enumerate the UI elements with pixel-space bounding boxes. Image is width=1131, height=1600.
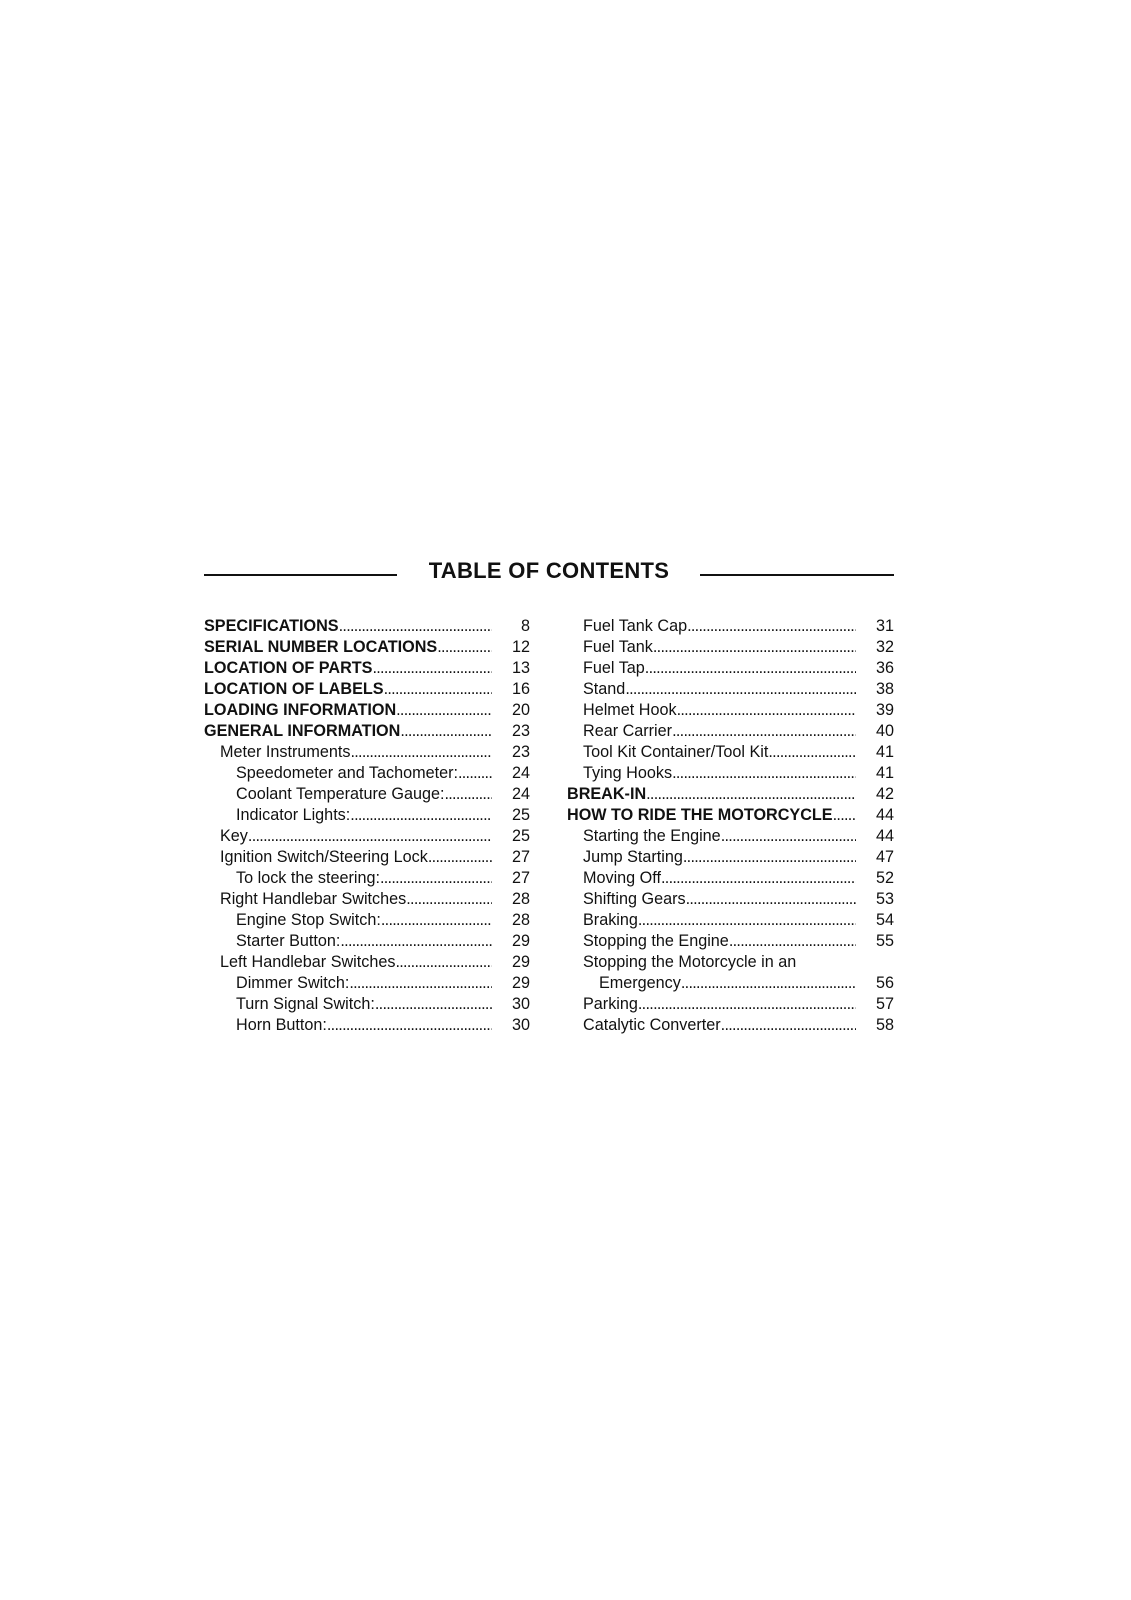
toc-header bbox=[204, 558, 894, 598]
dot-leader bbox=[681, 973, 856, 994]
toc-entry[interactable] bbox=[567, 1015, 894, 1036]
toc-entry-label: Starting the Engine bbox=[583, 827, 721, 845]
dot-leader bbox=[395, 952, 492, 973]
toc-entry-page: 28 bbox=[511, 911, 530, 929]
dot-leader bbox=[406, 889, 492, 910]
toc-entry-page: 44 bbox=[875, 806, 894, 824]
toc-entry-label: Tool Kit Container/Tool Kit bbox=[583, 743, 769, 761]
dot-leader bbox=[661, 868, 856, 889]
dot-leader bbox=[645, 658, 856, 679]
dot-leader bbox=[677, 700, 856, 721]
title-rule-right bbox=[700, 574, 894, 576]
dot-leader bbox=[833, 805, 856, 826]
toc-entry-page: 16 bbox=[511, 680, 530, 698]
toc-entry-label: LOCATION OF LABELS bbox=[204, 680, 384, 698]
dot-leader bbox=[375, 994, 492, 1015]
dot-leader bbox=[638, 910, 856, 931]
toc-entry-page: 54 bbox=[875, 911, 894, 929]
dot-leader bbox=[646, 784, 856, 805]
toc-entry[interactable] bbox=[567, 931, 894, 952]
dot-leader bbox=[458, 763, 492, 784]
dot-leader bbox=[729, 931, 856, 952]
toc-entry-label: HOW TO RIDE THE MOTORCYCLE bbox=[567, 806, 833, 824]
dot-leader bbox=[653, 637, 856, 658]
toc-entry-page: 55 bbox=[875, 932, 894, 950]
dot-leader bbox=[672, 763, 856, 784]
toc-entry-page: 23 bbox=[511, 743, 530, 761]
dot-leader bbox=[768, 742, 856, 763]
toc-entry-label: Stopping the Engine bbox=[583, 932, 729, 950]
toc-entry[interactable] bbox=[204, 868, 530, 889]
dot-leader bbox=[687, 616, 856, 637]
toc-entry[interactable] bbox=[567, 952, 894, 973]
dot-leader bbox=[672, 721, 856, 742]
dot-leader bbox=[349, 973, 492, 994]
dot-leader bbox=[350, 805, 492, 826]
dot-leader bbox=[380, 868, 492, 889]
toc-entry-page: 29 bbox=[511, 974, 530, 992]
toc-entry-label: SERIAL NUMBER LOCATIONS bbox=[204, 638, 438, 656]
toc-entry-page: 24 bbox=[511, 785, 530, 803]
toc-entry[interactable] bbox=[204, 826, 530, 847]
toc-entry-label: Shifting Gears bbox=[583, 890, 686, 908]
toc-entry-page: 44 bbox=[875, 827, 894, 845]
toc-entry[interactable] bbox=[204, 700, 530, 721]
toc-entry-page: 29 bbox=[511, 953, 530, 971]
toc-entry-label: Indicator Lights: bbox=[236, 806, 351, 824]
dot-leader bbox=[381, 910, 492, 931]
dot-leader bbox=[339, 616, 492, 637]
toc-entry[interactable] bbox=[204, 658, 530, 679]
toc-entry-label: Fuel Tank bbox=[583, 638, 653, 656]
toc-entry-page: 40 bbox=[875, 722, 894, 740]
toc-entry-label: Ignition Switch/Steering Lock bbox=[220, 848, 428, 866]
dot-leader bbox=[248, 826, 492, 847]
toc-entry[interactable] bbox=[567, 805, 894, 826]
toc-entry[interactable] bbox=[204, 889, 530, 910]
toc-entry-label: Right Handlebar Switches bbox=[220, 890, 407, 908]
toc-entry-page: 32 bbox=[875, 638, 894, 656]
toc-entry[interactable] bbox=[567, 994, 894, 1015]
toc-entry-page: 13 bbox=[511, 659, 530, 677]
toc-entry-page: 25 bbox=[511, 827, 530, 845]
toc-entry[interactable] bbox=[567, 658, 894, 679]
toc-entry-page: 12 bbox=[511, 638, 530, 656]
toc-entry-page: 30 bbox=[511, 995, 530, 1013]
toc-entry-page: 52 bbox=[875, 869, 894, 887]
dot-leader bbox=[400, 721, 492, 742]
dot-leader bbox=[396, 700, 492, 721]
toc-entry[interactable] bbox=[567, 784, 894, 805]
toc-entry-page: 47 bbox=[875, 848, 894, 866]
toc-entry[interactable] bbox=[567, 616, 894, 637]
toc-entry[interactable] bbox=[567, 742, 894, 763]
toc-entry-page: 28 bbox=[511, 890, 530, 908]
toc-entry-label: Horn Button: bbox=[236, 1016, 327, 1034]
toc-entry-page: 36 bbox=[875, 659, 894, 677]
toc-entry-label: BREAK-IN bbox=[567, 785, 647, 803]
toc-entry-label: Fuel Tap bbox=[583, 659, 645, 677]
toc-entry-label: Emergency bbox=[599, 974, 681, 992]
toc-entry-label: Moving Off bbox=[583, 869, 661, 887]
dot-leader bbox=[350, 742, 492, 763]
toc-entry-label: Stand bbox=[583, 680, 626, 698]
toc-entry-label: LOADING INFORMATION bbox=[204, 701, 397, 719]
dot-leader bbox=[327, 1015, 492, 1036]
toc-entry[interactable] bbox=[204, 931, 530, 952]
toc-entry[interactable] bbox=[204, 784, 530, 805]
dot-leader bbox=[721, 826, 856, 847]
dot-leader bbox=[683, 847, 856, 868]
toc-entry[interactable] bbox=[204, 910, 530, 931]
toc-entry[interactable] bbox=[567, 763, 894, 784]
page-title: TABLE OF CONTENTS bbox=[428, 558, 670, 583]
toc-entry[interactable] bbox=[204, 847, 530, 868]
toc-left-column bbox=[204, 616, 530, 1036]
toc-entry[interactable] bbox=[204, 973, 530, 994]
dot-leader bbox=[721, 1015, 856, 1036]
toc-entry[interactable] bbox=[204, 742, 530, 763]
toc-entry[interactable] bbox=[204, 616, 530, 637]
toc-entry-label: GENERAL INFORMATION bbox=[204, 722, 401, 740]
toc-entry-page: 25 bbox=[511, 806, 530, 824]
toc-entry[interactable] bbox=[567, 910, 894, 931]
toc-entry-page: 56 bbox=[875, 974, 894, 992]
dot-leader bbox=[372, 658, 492, 679]
toc-entry-label: Speedometer and Tachometer: bbox=[236, 764, 458, 782]
toc-entry-page: 29 bbox=[511, 932, 530, 950]
toc-entry-page: 8 bbox=[520, 617, 530, 635]
toc-entry-page: 42 bbox=[875, 785, 894, 803]
toc-entry[interactable] bbox=[567, 637, 894, 658]
toc-entry-label: LOCATION OF PARTS bbox=[204, 659, 373, 677]
dot-leader bbox=[444, 784, 492, 805]
toc-entry[interactable] bbox=[567, 721, 894, 742]
toc-entry-label: Helmet Hook bbox=[583, 701, 677, 719]
toc-entry-label: Starter Button: bbox=[236, 932, 341, 950]
toc-entry-label: Stopping the Motorcycle in an bbox=[583, 953, 797, 971]
dot-leader bbox=[340, 931, 492, 952]
toc-entry-label: Fuel Tank Cap bbox=[583, 617, 688, 635]
toc-entry-label: SPECIFICATIONS bbox=[204, 617, 339, 635]
dot-leader bbox=[428, 847, 492, 868]
toc-entry-page: 27 bbox=[511, 869, 530, 887]
dot-leader bbox=[384, 679, 492, 700]
toc-entry-page: 39 bbox=[875, 701, 894, 719]
toc-entry[interactable] bbox=[567, 868, 894, 889]
toc-entry-page: 57 bbox=[875, 995, 894, 1013]
toc-entry-page: 53 bbox=[875, 890, 894, 908]
toc-entry-page: 31 bbox=[875, 617, 894, 635]
toc-entry[interactable] bbox=[204, 721, 530, 742]
toc-entry[interactable] bbox=[204, 763, 530, 784]
toc-entry[interactable] bbox=[204, 1015, 530, 1036]
toc-entry-page: 58 bbox=[875, 1016, 894, 1034]
toc-entry[interactable] bbox=[204, 805, 530, 826]
toc-entry-page: 41 bbox=[875, 743, 894, 761]
toc-entry-page: 20 bbox=[511, 701, 530, 719]
toc-right-column bbox=[567, 616, 894, 1036]
toc-entry-page: 23 bbox=[511, 722, 530, 740]
dot-leader bbox=[638, 994, 856, 1015]
toc-entry-label: Braking bbox=[583, 911, 638, 929]
dot-leader bbox=[686, 889, 856, 910]
toc-entry[interactable] bbox=[204, 994, 530, 1015]
toc-entry-label: Rear Carrier bbox=[583, 722, 673, 740]
toc-entry-label: Parking bbox=[583, 995, 638, 1013]
toc-entry[interactable] bbox=[567, 700, 894, 721]
toc-entry[interactable] bbox=[567, 679, 894, 700]
toc-entry[interactable] bbox=[567, 826, 894, 847]
toc-entry-label: Jump Starting bbox=[583, 848, 683, 866]
toc-entry[interactable] bbox=[567, 847, 894, 868]
toc-entry-label: Left Handlebar Switches bbox=[220, 953, 396, 971]
toc-entry-label: Turn Signal Switch: bbox=[236, 995, 375, 1013]
toc-entry-label: Meter Instruments bbox=[220, 743, 351, 761]
toc-entry-page: 24 bbox=[511, 764, 530, 782]
toc-entry-page: 41 bbox=[875, 764, 894, 782]
toc-entry-page: 30 bbox=[511, 1016, 530, 1034]
toc-entry[interactable] bbox=[567, 973, 894, 994]
toc-entry-label: Engine Stop Switch: bbox=[236, 911, 381, 929]
toc-entry-page: 38 bbox=[875, 680, 894, 698]
toc-entry[interactable] bbox=[204, 679, 530, 700]
toc-entry-label: Dimmer Switch: bbox=[236, 974, 350, 992]
toc-entry-label: To lock the steering: bbox=[236, 869, 380, 887]
toc-entry[interactable] bbox=[204, 637, 530, 658]
toc-entry-label: Catalytic Converter bbox=[583, 1016, 721, 1034]
dot-leader bbox=[437, 637, 492, 658]
dot-leader bbox=[625, 679, 856, 700]
toc-entry[interactable] bbox=[567, 889, 894, 910]
toc-entry-label: Coolant Temperature Gauge: bbox=[236, 785, 445, 803]
toc-entry-label: Tying Hooks bbox=[583, 764, 673, 782]
toc-entry-label: Key bbox=[220, 827, 248, 845]
toc-entry[interactable] bbox=[204, 952, 530, 973]
toc-entry-page: 27 bbox=[511, 848, 530, 866]
